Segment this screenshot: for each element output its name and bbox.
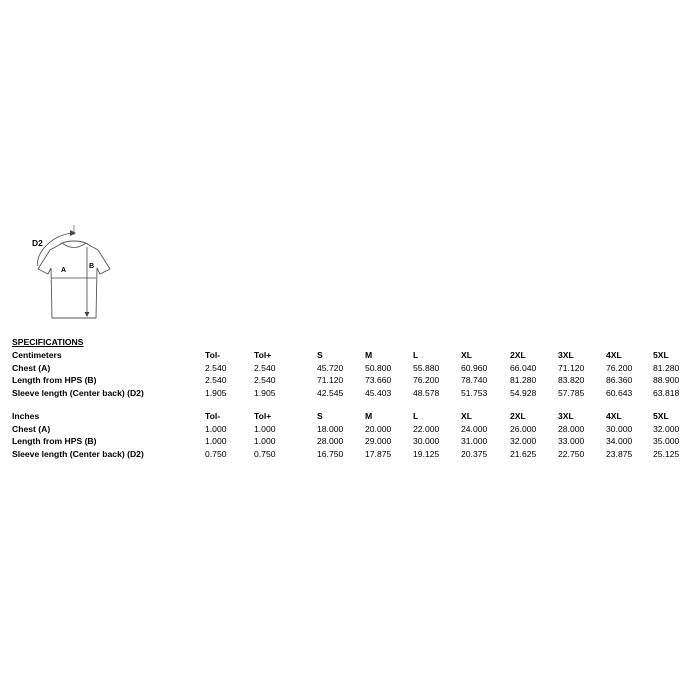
table-cell: 57.785	[558, 387, 585, 398]
table-cell: 16.750	[317, 448, 344, 459]
table-cell: 2.540	[205, 375, 227, 385]
table-cell: 76.200	[606, 362, 633, 373]
column-header: 4XL	[606, 411, 622, 421]
table-cell: 45.403	[365, 387, 392, 398]
table-cell: 60.643	[606, 387, 633, 398]
table-cell: 71.120	[317, 375, 344, 385]
table-cell: 21.625	[510, 448, 537, 459]
table-cell: 17.875	[365, 448, 392, 459]
column-header: Tol-	[205, 411, 221, 421]
table-cell: 88.900	[653, 375, 680, 385]
table-cell: 2.540	[205, 362, 227, 373]
table-row	[12, 448, 687, 461]
table-cell: 83.820	[558, 375, 585, 385]
table-cell: 51.753	[461, 387, 488, 398]
row-label: Chest (A)	[12, 362, 51, 373]
table-cell: 31.000	[461, 436, 488, 446]
row-label: Length from HPS (B)	[12, 375, 97, 385]
table-cell: 22.000	[413, 423, 440, 434]
table-cell: 29.000	[365, 436, 392, 446]
row-label: Chest (A)	[12, 423, 51, 434]
column-header: 5XL	[653, 411, 669, 421]
tshirt-measurement-diagram	[26, 222, 122, 326]
column-header: L	[413, 411, 419, 421]
table-cell: 35.000	[653, 436, 680, 446]
table-cell: 1.000	[254, 423, 276, 434]
table-cell: 18.000	[317, 423, 344, 434]
column-header: XL	[461, 350, 472, 360]
column-header: L	[413, 350, 419, 360]
table-cell: 55.880	[413, 362, 440, 373]
table-cell: 1.905	[254, 387, 276, 398]
table-cell: 28.000	[317, 436, 344, 446]
table-cell: 1.000	[254, 436, 276, 446]
table-row	[12, 374, 687, 387]
table-cell: 32.000	[653, 423, 680, 434]
table-cell: 30.000	[606, 423, 633, 434]
table-cell: 73.660	[365, 375, 392, 385]
table-cell: 60.960	[461, 362, 488, 373]
column-header: 2XL	[510, 411, 526, 421]
column-header: 3XL	[558, 350, 574, 360]
table-cell: 25.125	[653, 448, 680, 459]
specifications-body	[12, 349, 687, 460]
table-cell: 63.818	[653, 387, 680, 398]
centimeters-header-row	[12, 349, 687, 362]
table-cell: 54.928	[510, 387, 537, 398]
table-cell: 28.000	[558, 423, 585, 434]
table-cell: 45.720	[317, 362, 344, 373]
table-cell: 30.000	[413, 436, 440, 446]
column-header: S	[317, 411, 323, 421]
table-cell: 2.540	[254, 375, 276, 385]
column-header: Tol-	[205, 350, 221, 360]
column-header: M	[365, 411, 373, 421]
row-label: Sleeve length (Center back) (D2)	[12, 448, 144, 459]
table-cell: 2.540	[254, 362, 276, 373]
table-cell: 26.000	[510, 423, 537, 434]
table-cell: 34.000	[606, 436, 633, 446]
table-cell: 86.360	[606, 375, 633, 385]
column-header: 3XL	[558, 411, 574, 421]
label-d2: D2	[32, 238, 43, 248]
column-header: 4XL	[606, 350, 622, 360]
table-cell: 22.750	[558, 448, 585, 459]
table-cell: 0.750	[254, 448, 276, 459]
column-header: M	[365, 350, 373, 360]
column-header: 2XL	[510, 350, 526, 360]
table-cell: 66.040	[510, 362, 537, 373]
table-cell: 76.200	[413, 375, 440, 385]
table-cell: 81.280	[510, 375, 537, 385]
specifications-table	[12, 349, 687, 460]
table-row	[12, 387, 687, 400]
column-header: Tol+	[254, 411, 272, 421]
table-cell: 48.578	[413, 387, 440, 398]
inches-header-row	[12, 410, 687, 423]
table-cell: 1.000	[205, 423, 227, 434]
table-cell: 50.800	[365, 362, 392, 373]
table-cell: 1.905	[205, 387, 227, 398]
row-label: Length from HPS (B)	[12, 436, 97, 446]
table-cell: 0.750	[205, 448, 227, 459]
table-row	[12, 435, 687, 448]
inches-heading: Inches	[12, 411, 40, 421]
table-cell: 78.740	[461, 375, 488, 385]
column-header: XL	[461, 411, 472, 421]
specifications-title: SPECIFICATIONS	[12, 337, 84, 347]
table-row	[12, 362, 687, 375]
table-cell: 24.000	[461, 423, 488, 434]
tshirt-icon	[26, 222, 122, 326]
column-header: Tol+	[254, 350, 272, 360]
table-row	[12, 423, 687, 436]
table-cell: 20.000	[365, 423, 392, 434]
table-cell: 71.120	[558, 362, 585, 373]
table-cell: 19.125	[413, 448, 440, 459]
table-cell: 33.000	[558, 436, 585, 446]
table-cell: 20.375	[461, 448, 488, 459]
row-label: Sleeve length (Center back) (D2)	[12, 387, 144, 398]
label-a: A	[61, 267, 67, 274]
centimeters-heading: Centimeters	[12, 350, 62, 360]
column-header: 5XL	[653, 350, 669, 360]
table-cell: 42.545	[317, 387, 344, 398]
table-cell: 32.000	[510, 436, 537, 446]
table-cell: 23.875	[606, 448, 633, 459]
table-cell: 81.280	[653, 362, 680, 373]
section-spacer	[12, 399, 687, 410]
table-cell: 1.000	[205, 436, 227, 446]
column-header: S	[317, 350, 323, 360]
label-b: B	[89, 263, 95, 270]
